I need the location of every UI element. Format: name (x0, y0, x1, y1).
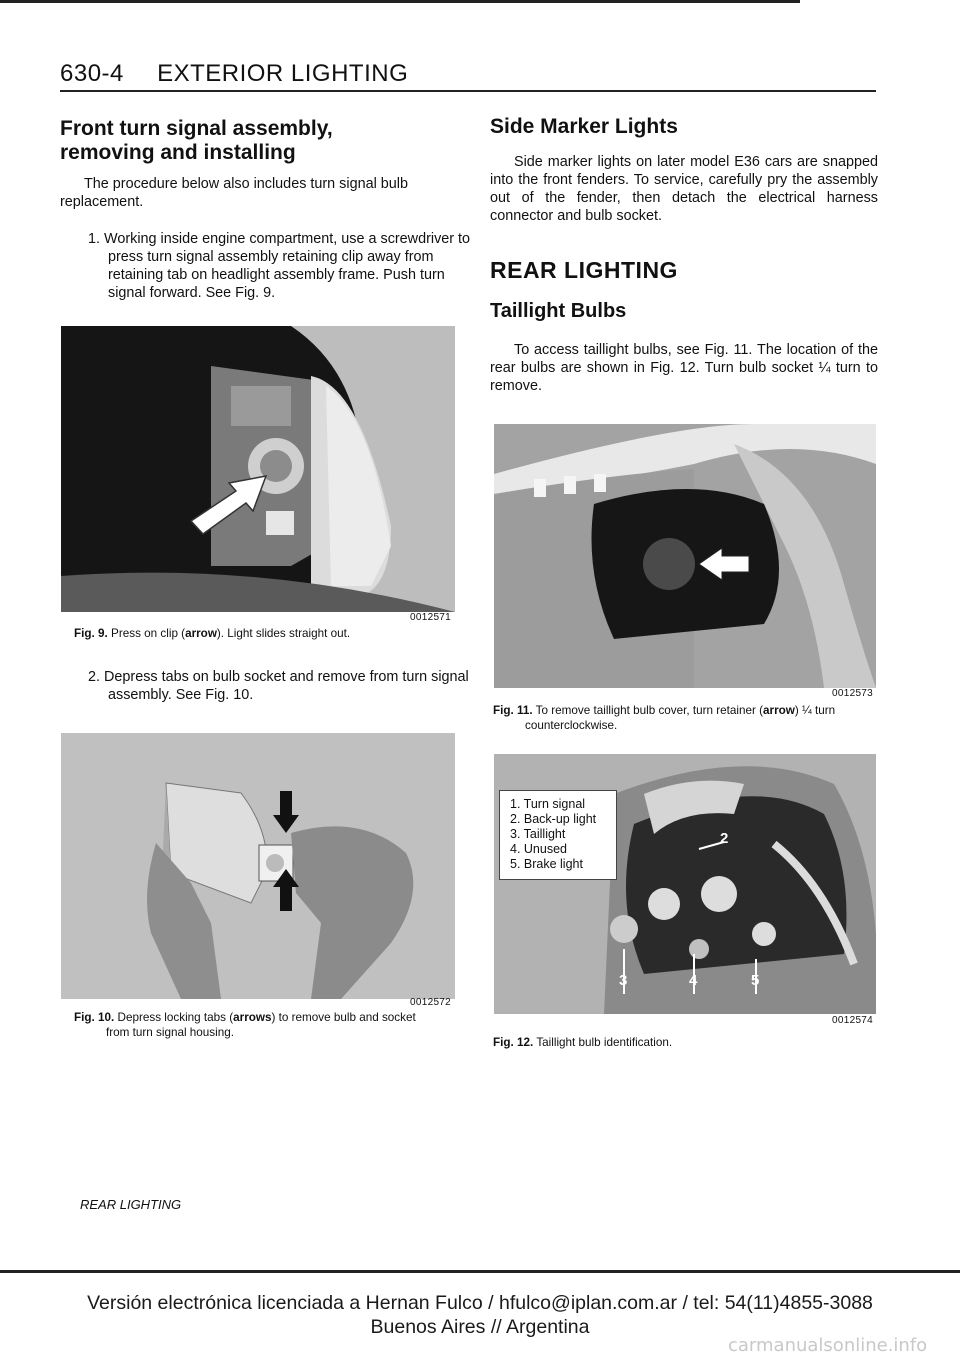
fig-9-label: Fig. 9. (74, 627, 108, 640)
watermark: carmanualsonline.info (728, 1335, 928, 1356)
top-rule (0, 0, 800, 3)
header-rule (60, 90, 876, 92)
fig-12-legend (499, 790, 617, 880)
step-2: 2. Depress tabs on bulb socket and remove from turn signal assembly. See Fig. 10. (88, 669, 469, 703)
banner-rule (0, 1270, 960, 1273)
legend-item: 4. Unused (510, 842, 567, 856)
legend-item: 3. Taillight (510, 827, 566, 841)
rear-lighting-heading: REAR LIGHTING (490, 257, 678, 283)
fig-10-photo (61, 733, 455, 999)
fig-12-label: Fig. 12. (493, 1036, 534, 1049)
callout-3: 3 (619, 972, 628, 989)
page-header (60, 60, 408, 88)
fig-11-photo (494, 424, 876, 688)
license-line-2: Buenos Aires // Argentina (370, 1316, 590, 1338)
fig-10-caption: Fig. 10. Depress locking tabs (arrows) to remove bulb and socket from turn signal housing. (74, 1011, 416, 1039)
section-heading-side-marker: Side Marker Lights (490, 115, 678, 138)
callout-5: 5 (751, 972, 760, 989)
fig-9-photo (61, 326, 455, 612)
intro-paragraph: The procedure below also includes turn signal bulb replacement. (60, 176, 408, 210)
legend-item: 2. Back-up light (510, 812, 597, 826)
fig-11-caption: Fig. 11. To remove taillight bulb cover, turn retainer (arrow) ¼ turn counterclockwise. (493, 704, 836, 732)
fig-11-id: 0012573 (832, 688, 874, 699)
step-1: 1. Working inside engine compartment, use a screwdriver to press turn signal assembly retaining clip away from retaining tab on headlight assembly frame. Push turn signal forward. See Fig. 9. (88, 231, 471, 301)
fig-10-id: 0012572 (410, 997, 452, 1008)
footer-section-label: REAR LIGHTING (80, 1197, 182, 1212)
fig-12-id: 0012574 (832, 1015, 874, 1026)
taillight-bulbs-heading: Taillight Bulbs (490, 300, 627, 322)
legend-item: 5. Brake light (510, 857, 583, 871)
side-marker-paragraph: Side marker lights on later model E36 cars are snapped into the front fenders. To service, carefully pry the assembly out of the fender, then detach the electrical harness connector and bulb socket. (490, 154, 878, 224)
legend-item: 1. Turn signal (510, 797, 586, 811)
section-title: EXTERIOR LIGHTING (157, 60, 409, 87)
taillight-paragraph: To access taillight bulbs, see Fig. 11. The location of the rear bulbs are shown in Fig. 12. Turn bulb socket ¼ turn to remove. (490, 342, 878, 394)
callout-4: 4 (689, 972, 698, 989)
fig-12-caption: Fig. 12. Taillight bulb identification. (493, 1036, 673, 1049)
section-heading-front-turn-signal: Front turn signal assembly, removing and installing (60, 117, 333, 164)
callout-2: 2 (720, 830, 729, 847)
page-number: 630-4 (60, 60, 124, 87)
fig-9-id: 0012571 (410, 612, 452, 623)
fig-9-caption: Fig. 9. Press on clip (arrow). Light slides straight out. (74, 627, 351, 640)
license-line-1: Versión electrónica licenciada a Hernan Fulco / hfulco@iplan.com.ar / tel: 54(11)4855-3088 (87, 1292, 873, 1314)
fig-10-label: Fig. 10. (74, 1011, 115, 1024)
fig-11-label: Fig. 11. (493, 704, 533, 717)
